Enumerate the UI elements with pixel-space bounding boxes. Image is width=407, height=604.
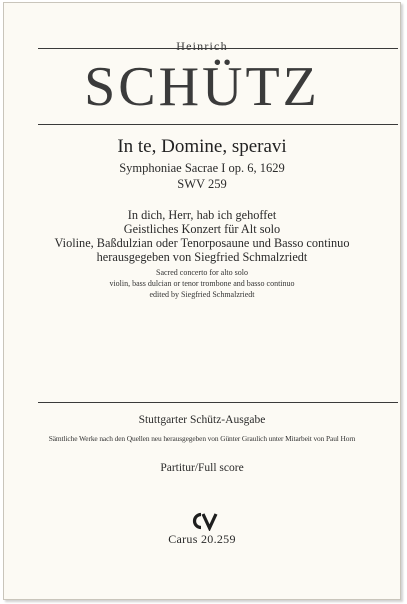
series-name: Stuttgarter Schütz-Ausgabe — [138, 414, 266, 426]
series-rule — [38, 402, 398, 403]
german-line: Violine, Baßdulzian oder Tenorposaune und Basso continuo — [54, 236, 350, 250]
publisher-catalog-number: Carus 20.259 — [168, 532, 236, 546]
english-description — [4, 267, 400, 300]
german-line: In dich, Herr, hab ich gehoffet — [127, 208, 277, 222]
work-title: In te, Domine, speravi — [117, 136, 287, 157]
english-line: violin, bass dulcian or tenor trombone and basso continuo — [109, 279, 295, 288]
german-line: herausgegeben von Siegfried Schmalzriedt — [96, 250, 308, 264]
work-collection: Symphoniae Sacrae I op. 6, 1629 — [119, 161, 285, 175]
score-type: Partitur/Full score — [160, 462, 244, 474]
composer-last-name: SCHÜTZ — [84, 56, 320, 118]
english-line: edited by Siegfried Schmalzriedt — [149, 290, 255, 299]
score-cover-page — [3, 2, 401, 600]
series-note: Sämtliche Werke nach den Quellen neu herausgegeben von Günter Graulich unter Mitarbeit von Paul Horn — [48, 434, 356, 443]
english-line: Sacred concerto for alto solo — [156, 268, 248, 277]
german-line: Geistliches Konzert für Alt solo — [123, 222, 281, 236]
work-catalog-number: SWV 259 — [177, 177, 227, 191]
middle-rule — [38, 124, 398, 125]
carus-logo-icon — [190, 511, 220, 531]
german-description — [4, 208, 400, 264]
composer-first-name: Heinrich — [176, 39, 228, 53]
